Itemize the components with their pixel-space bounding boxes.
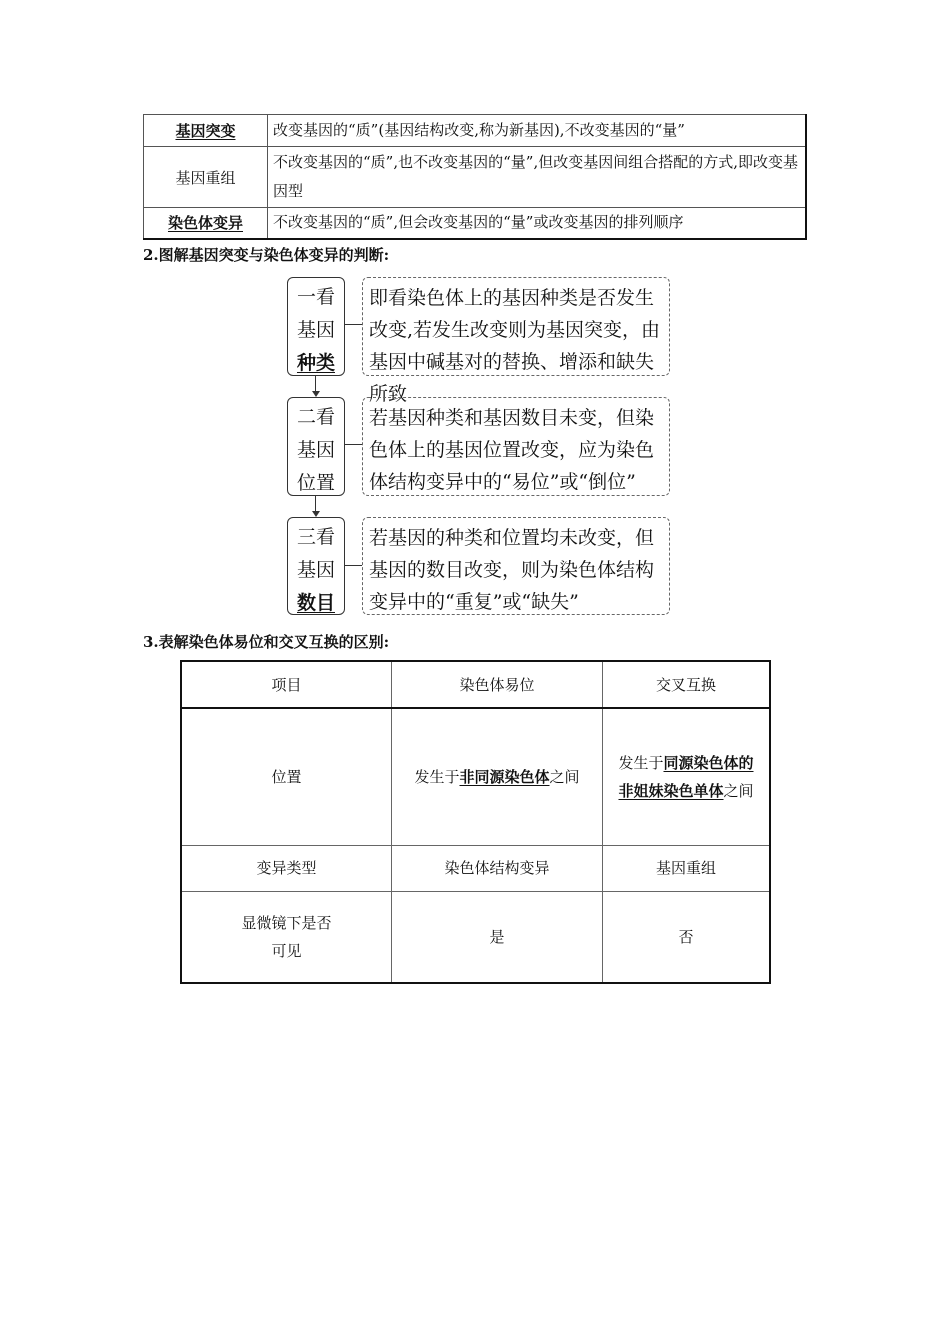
table-row (181, 708, 770, 845)
table-row (144, 208, 807, 239)
cell-emphasis: 非同源染色体 (459, 767, 550, 786)
cell-emphasis: 非姐妹染色单体 (618, 781, 724, 800)
section-heading-3: 3.表解染色体易位和交叉互换的区别: (143, 633, 390, 651)
table-cell: 染色体结构变异 (392, 845, 603, 891)
column-header: 项目 (181, 661, 392, 708)
row-content: 不改变基因的“质”,也不改变基因的“量”,但改变基因间组合搭配的方式,即改变基因型 (268, 147, 807, 208)
connector-line (345, 565, 362, 566)
row-label-recombination: 基因重组 (144, 147, 268, 208)
step-text: 一看 (296, 286, 335, 308)
step-keyword: 位置 (296, 472, 335, 494)
step-desc-1: 即看染色体上的基因种类是否发生改变,若发生改变则为基因突变，由基因中碱基对的替换、增添和缺失所致 (362, 277, 670, 376)
table-header-row (181, 661, 770, 708)
column-header: 交叉互换 (603, 661, 771, 708)
step-text: 三看 (296, 526, 335, 548)
step-box-3 (287, 517, 345, 615)
table-cell: 基因重组 (603, 845, 771, 891)
table-row (181, 891, 770, 983)
cell-text: 发生于 (414, 767, 460, 786)
connector-line (345, 444, 362, 445)
cell-text: 之间 (549, 767, 580, 786)
step-text: 基因 (296, 439, 335, 461)
cell-text: 发生于 (618, 753, 664, 772)
row-content: 不改变基因的“质”,但会改变基因的“量”或改变基因的排列顺序 (268, 208, 807, 239)
translocation-crossover-table (180, 660, 771, 984)
cell-text: 之间 (723, 781, 754, 800)
section-heading-2: 2.图解基因突变与染色体变异的判断: (143, 246, 390, 264)
row-label (181, 891, 392, 983)
step-keyword: 种类 (296, 352, 335, 374)
table-row (144, 147, 807, 208)
mutation-comparison-table (143, 114, 807, 240)
table-cell (392, 708, 603, 845)
column-header: 染色体易位 (392, 661, 603, 708)
row-label: 变异类型 (181, 845, 392, 891)
step-keyword: 数目 (296, 592, 335, 614)
connector-line (315, 496, 316, 512)
step-text: 基因 (296, 559, 335, 581)
row-content: 改变基因的“质”(基因结构改变,称为新基因),不改变基因的“量” (268, 115, 807, 147)
row-label-gene-mutation: 基因突变 (144, 115, 268, 147)
cell-text: 可见 (271, 941, 302, 960)
row-label-chromosome-variation: 染色体变异 (144, 208, 268, 239)
connector-line (345, 324, 362, 325)
step-desc-3: 若基因的种类和位置均未改变，但基因的数目改变，则为染色体结构变异中的“重复”或“缺失” (362, 517, 670, 615)
cell-emphasis: 同源染色体的 (663, 753, 754, 772)
step-box-1 (287, 277, 345, 376)
row-label: 位置 (181, 708, 392, 845)
table-row (144, 115, 807, 147)
step-text: 基因 (296, 319, 335, 341)
step-desc-2: 若基因种类和基因数目未变，但染色体上的基因位置改变，应为染色体结构变异中的“易位”或“倒位” (362, 397, 670, 496)
table-cell (603, 708, 771, 845)
step-text: 二看 (296, 406, 335, 428)
step-box-2 (287, 397, 345, 496)
table-cell: 否 (603, 891, 771, 983)
table-cell: 是 (392, 891, 603, 983)
connector-line (315, 376, 316, 392)
cell-text: 显微镜下是否 (241, 913, 332, 932)
table-row (181, 845, 770, 891)
